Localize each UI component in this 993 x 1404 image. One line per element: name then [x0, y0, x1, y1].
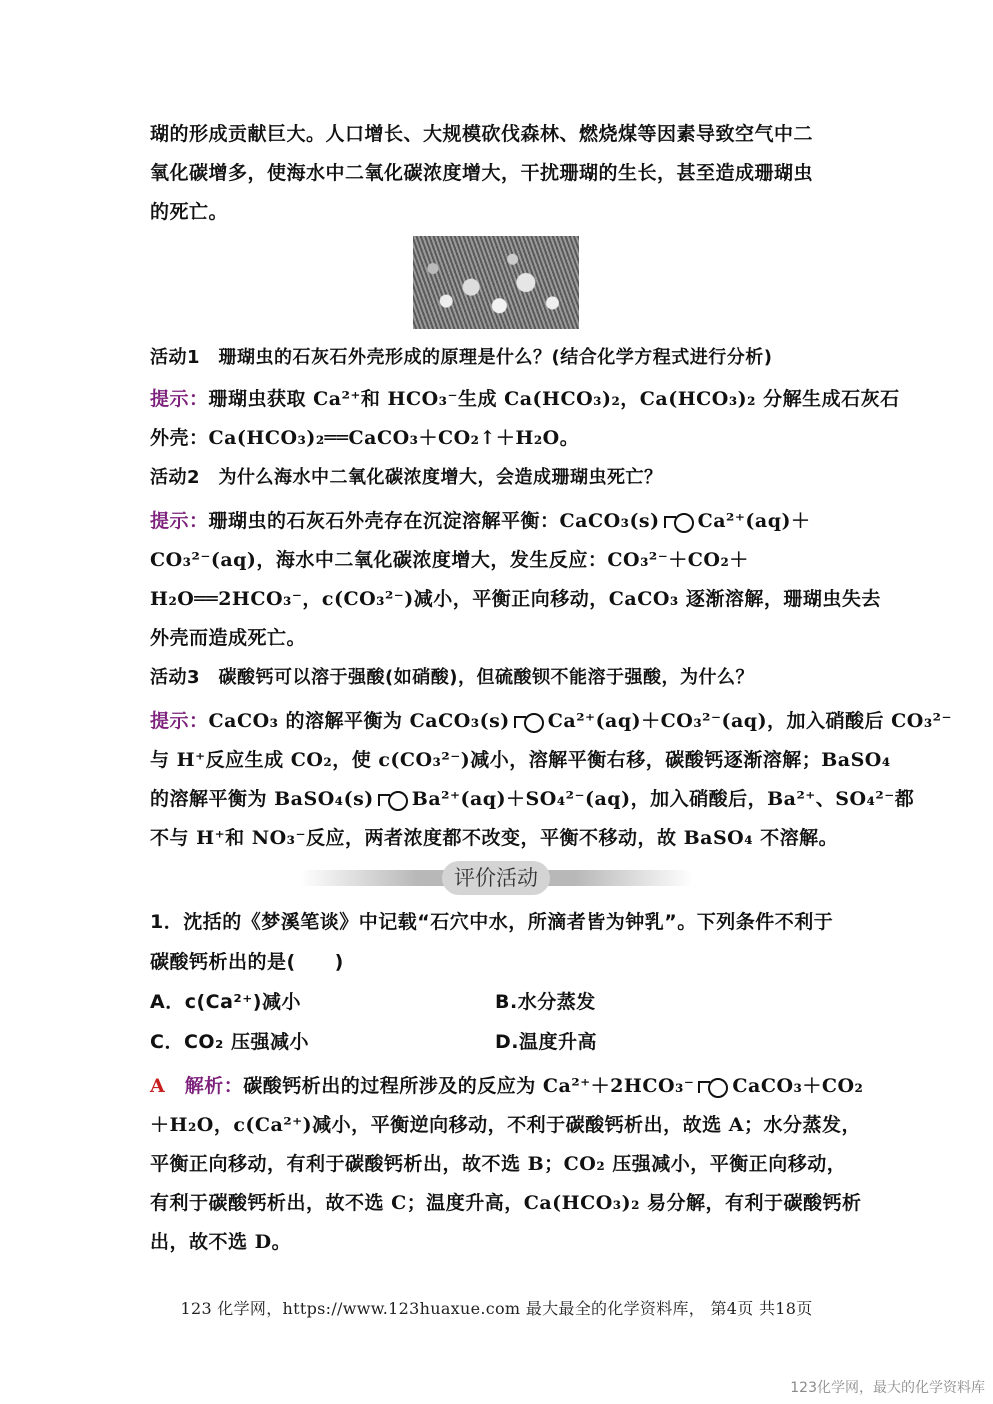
activity2-question: 活动2 为什么海水中二氧化碳浓度增大，会造成珊瑚虫死亡？ [150, 467, 663, 488]
activity1-hint-line-1: 提示：珊瑚虫获取 Ca²⁺和 HCO₃⁻生成 Ca(HCO₃)₂，Ca(HCO₃)₂ 分解生成石灰石 [150, 388, 900, 410]
question1-stem-line-1: 1．沈括的《梦溪笔谈》中记载“石穴中水，所滴者皆为钟乳”。下列条件不利于 [150, 911, 834, 933]
option-b: B.水分蒸发 [495, 991, 596, 1013]
answer1-line-5: 出，故不选 D。 [150, 1231, 292, 1253]
activity1-question: 活动1 珊瑚虫的石灰石外壳形成的原理是什么？(结合化学方程式进行分析) [150, 347, 773, 368]
activity3-hint-line-1: 提示：CaCO₃ 的溶解平衡为 CaCO₃(s) Ca²⁺(aq)＋CO₃²⁻(aq)，加入硝酸后 CO₃²⁻ [150, 710, 953, 732]
reversible-arrow-icon [376, 790, 410, 808]
reversible-arrow-icon [696, 1077, 730, 1095]
intro-line-2: 氧化碳增多，使海水中二氧化碳浓度增大，干扰珊瑚的生长，甚至造成珊瑚虫 [150, 162, 814, 184]
answer1-line-1: A 解析：碳酸钙析出的过程所涉及的反应为 Ca²⁺＋2HCO₃⁻ CaCO₃＋CO₂ [150, 1075, 864, 1097]
activity3-hint-line-3: 的溶解平衡为 BaSO₄(s) Ba²⁺(aq)＋SO₄²⁻(aq)，加入硝酸后，Ba²⁺、SO₄²⁻都 [150, 788, 915, 810]
hint-label: 提示： [150, 510, 209, 532]
question1-stem-line-2: 碳酸钙析出的是( ) [150, 951, 344, 973]
activity2-hint-line-1: 提示：珊瑚虫的石灰石外壳存在沉淀溶解平衡：CaCO₃(s) Ca²⁺(aq)＋ [150, 510, 811, 532]
watermark-text: 123化学网，最大的化学资料库 [790, 1380, 985, 1396]
reversible-arrow-icon [662, 512, 696, 530]
intro-line-1: 瑚的形成贡献巨大。人口增长、大规模砍伐森林、燃烧煤等因素导致空气中二 [150, 123, 814, 145]
reversible-arrow-icon [512, 712, 546, 730]
answer-letter: A [150, 1075, 166, 1097]
activity2-hint-line-4: 外壳而造成死亡。 [150, 627, 307, 649]
activity3-question: 活动3 碳酸钙可以溶于强酸(如硝酸)，但硫酸钡不能溶于强酸，为什么？ [150, 667, 754, 688]
activity3-hint-line-2: 与 H⁺反应生成 CO₂，使 c(CO₃²⁻)减小，溶解平衡右移，碳酸钙逐渐溶解；BaSO₄ [150, 749, 891, 771]
hint-label: 提示： [150, 710, 209, 732]
section-banner-label: 评价活动 [442, 861, 550, 895]
analysis-label: 解析： [184, 1075, 244, 1097]
page-footer: 123 化学网，https://www.123huaxue.com 最大最全的化学资料库， 第4页 共18页 [180, 1299, 813, 1318]
activity3-hint-line-4: 不与 H⁺和 NO₃⁻反应，两者浓度都不改变，平衡不移动，故 BaSO₄ 不溶解。 [150, 827, 839, 849]
option-d: D.温度升高 [495, 1031, 597, 1053]
activity2-hint-line-2: CO₃²⁻(aq)，海水中二氧化碳浓度增大，发生反应：CO₃²⁻＋CO₂＋ [150, 549, 749, 571]
answer1-line-4: 有利于碳酸钙析出，故不选 C；温度升高，Ca(HCO₃)₂ 易分解，有利于碳酸钙析 [150, 1192, 862, 1214]
answer1-line-3: 平衡正向移动，有利于碳酸钙析出，故不选 B；CO₂ 压强减小，平衡正向移动， [150, 1153, 847, 1175]
intro-line-3: 的死亡。 [150, 201, 229, 223]
answer1-line-2: ＋H₂O，c(Ca²⁺)减小，平衡逆向移动，不利于碳酸钙析出，故选 A；水分蒸发， [150, 1114, 862, 1136]
option-a: A．c(Ca²⁺)减小 [150, 991, 301, 1013]
activity1-hint-line-2: 外壳：Ca(HCO₃)₂══CaCO₃＋CO₂↑＋H₂O。 [150, 427, 580, 449]
activity2-hint-line-3: H₂O══2HCO₃⁻，c(CO₃²⁻)减小，平衡正向移动，CaCO₃ 逐渐溶解，珊瑚虫失去 [150, 588, 881, 610]
coral-photo [413, 236, 579, 329]
option-c: C．CO₂ 压强减小 [150, 1031, 309, 1053]
hint-label: 提示： [150, 388, 209, 410]
